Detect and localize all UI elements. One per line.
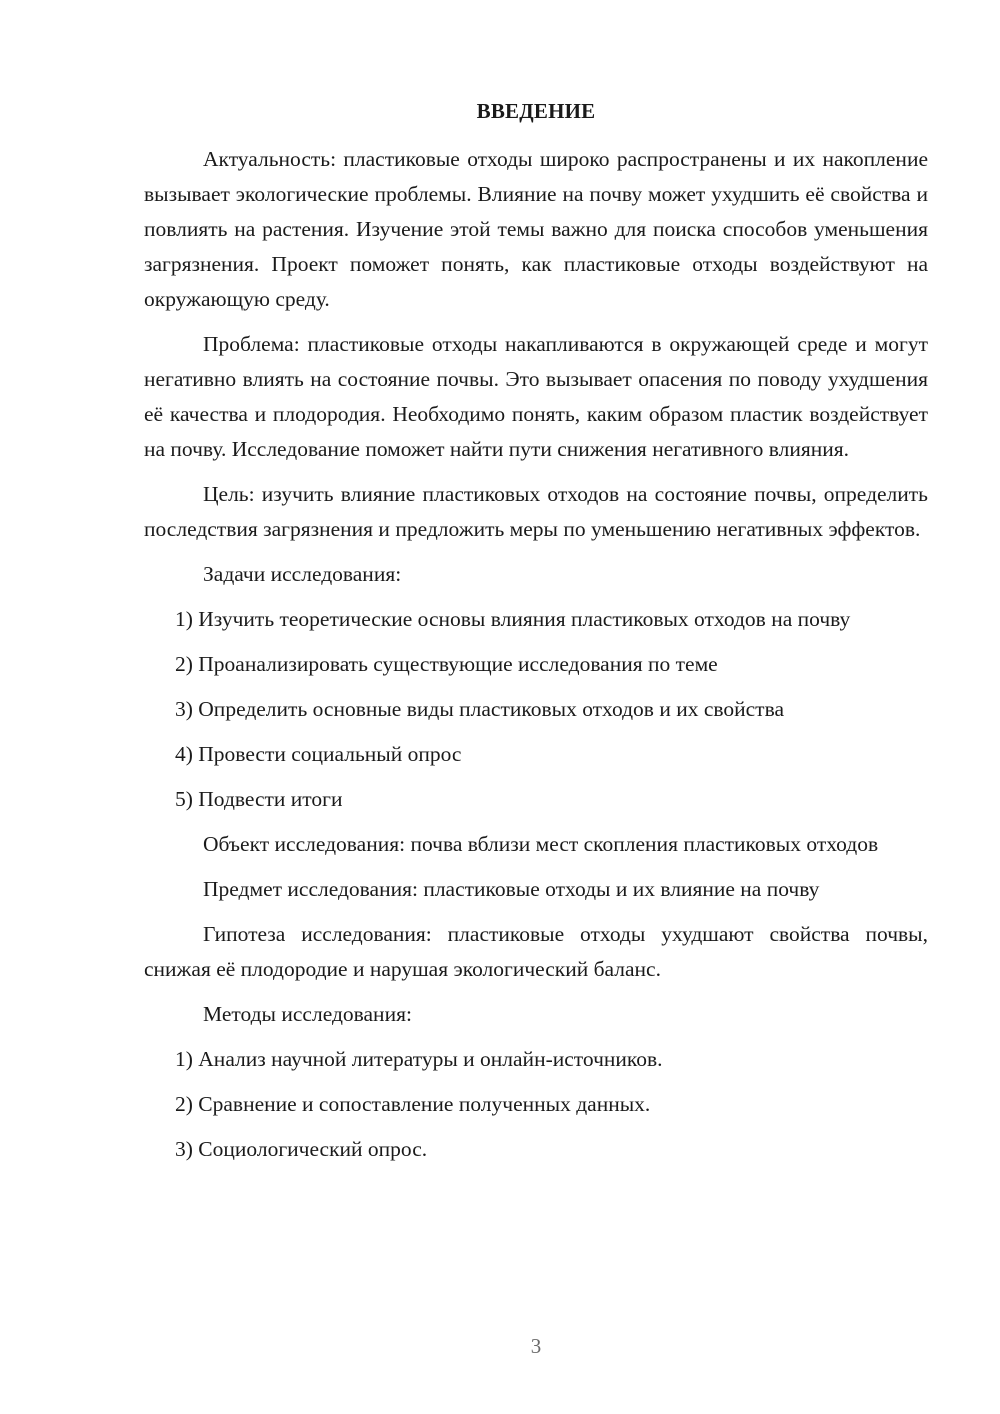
method-item: 1) Анализ научной литературы и онлайн-источников. bbox=[175, 1047, 663, 1071]
problem-paragraph: Проблема: пластиковые отходы накапливаются в окружающей среде и могут негативно влиять на состояние почвы. Это вызывает опасения по поводу ухудшения её качества и плодородия. Необходимо понять, каким образом пластик воздействует на почву. Исследование поможет найти пути снижения негативного влияния. bbox=[144, 332, 928, 461]
tasks-heading: Задачи исследования: bbox=[203, 562, 402, 586]
subject-paragraph: Предмет исследования: пластиковые отходы и их влияние на почву bbox=[203, 877, 820, 901]
methods-heading: Методы исследования: bbox=[203, 1002, 412, 1026]
task-item: 3) Определить основные виды пластиковых отходов и их свойства bbox=[175, 697, 784, 721]
relevance-paragraph: Актуальность: пластиковые отходы широко распространены и их накопление вызывает экологические проблемы. Влияние на почву может ухудшить её свойства и повлиять на растения. Изучение этой темы важно для поиска способов уменьшения загрязнения. Проект поможет понять, как пластиковые отходы воздействуют на окружающую среду. bbox=[144, 147, 928, 311]
method-item: 3) Социологический опрос. bbox=[175, 1137, 428, 1161]
task-item: 5) Подвести итоги bbox=[175, 787, 343, 811]
page-title: ВВЕДЕНИЕ bbox=[476, 99, 596, 123]
document-body bbox=[144, 142, 928, 1177]
task-item: 2) Проанализировать существующие исследования по теме bbox=[175, 652, 718, 676]
page-number: 3 bbox=[530, 1334, 542, 1358]
method-item: 2) Сравнение и сопоставление полученных данных. bbox=[175, 1092, 651, 1116]
task-item: 4) Провести социальный опрос bbox=[175, 742, 462, 766]
object-paragraph: Объект исследования: почва вблизи мест скопления пластиковых отходов bbox=[203, 832, 879, 856]
hypothesis-paragraph: Гипотеза исследования: пластиковые отходы ухудшают свойства почвы, снижая её плодородие и нарушая экологический баланс. bbox=[144, 922, 928, 981]
task-item: 1) Изучить теоретические основы влияния пластиковых отходов на почву bbox=[175, 607, 851, 631]
goal-paragraph: Цель: изучить влияние пластиковых отходов на состояние почвы, определить последствия загрязнения и предложить меры по уменьшению негативных эффектов. bbox=[144, 482, 928, 541]
